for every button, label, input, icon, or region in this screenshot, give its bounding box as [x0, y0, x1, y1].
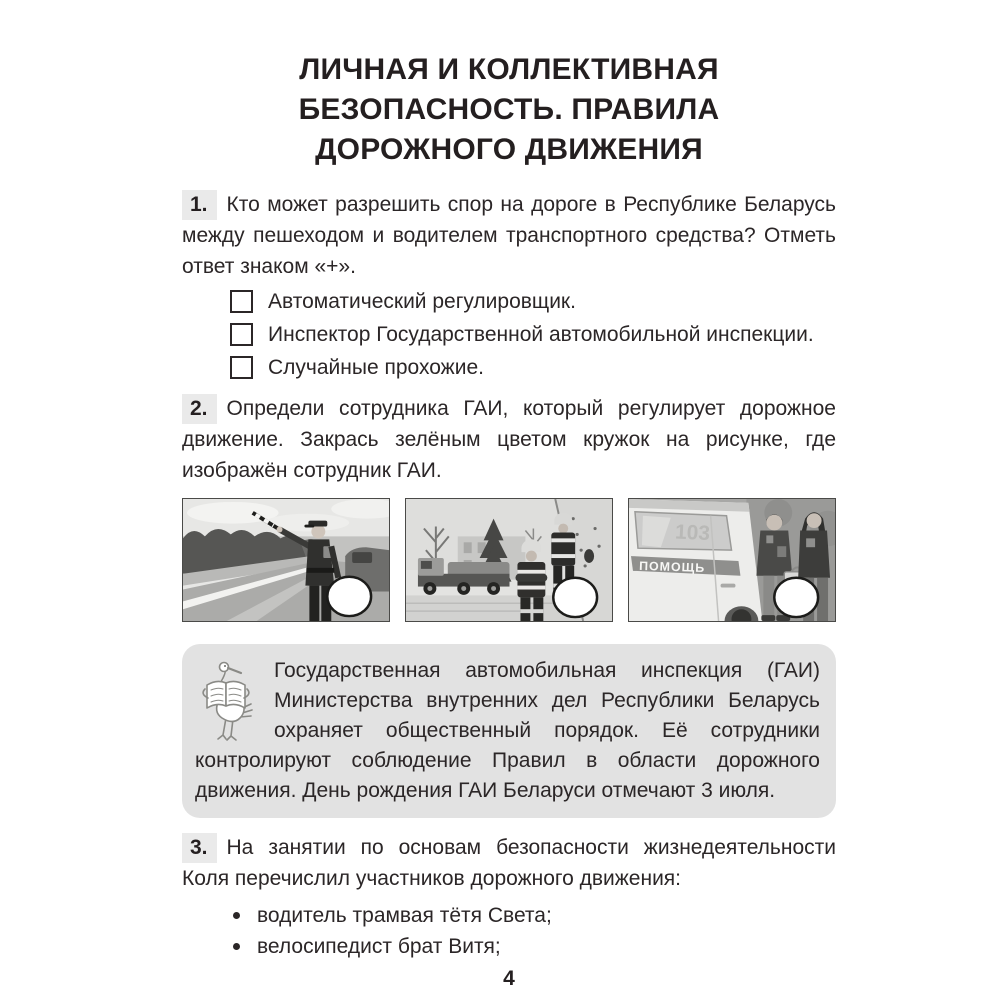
page-number: 4 [503, 967, 515, 990]
info-box [182, 644, 836, 818]
list-item [233, 931, 836, 962]
page-title-line-1: ЛИЧНАЯ И КОЛЛЕКТИВНАЯ [299, 53, 719, 86]
task-2 [182, 393, 836, 486]
task-3 [182, 832, 836, 894]
task-3-number: 3. [182, 833, 217, 863]
photo-gai-inspector [182, 498, 390, 622]
info-box-text: Государственная автомобильная инспекция (ГАИ) Министерства внутренних дел Республики Беларусь охраняет общественный порядок. Её сотрудники контролируют соблюдение Правил в области дорожного движения. День рождения ГАИ Беларуси отмечают 3 июля. [195, 659, 820, 802]
answer-circle-photo-1[interactable] [327, 577, 371, 616]
task-1-options [230, 288, 836, 381]
stork-mascot-icon [198, 660, 262, 746]
bullet-icon [233, 943, 240, 950]
list-item-text: водитель трамвая тётя Света; [257, 904, 552, 927]
answer-checkbox-1[interactable] [230, 290, 253, 313]
task-2-number: 2. [182, 394, 217, 424]
answer-option-row [230, 321, 836, 348]
list-item [233, 900, 836, 931]
answer-checkbox-3[interactable] [230, 356, 253, 379]
photo-ambulance-illustration [629, 499, 835, 621]
answer-option-label: Инспектор Государственной автомобильной инспекции. [268, 322, 814, 346]
page-content [182, 0, 836, 991]
page-title-line-2: БЕЗОПАСНОСТЬ. ПРАВИЛА [298, 93, 720, 126]
answer-circle-photo-2[interactable] [553, 578, 597, 617]
answer-option-row [230, 354, 836, 381]
task-2-photos [182, 498, 836, 622]
photo-firefighters-illustration [406, 499, 612, 621]
answer-checkbox-2[interactable] [230, 323, 253, 346]
task-3-text: На занятии по основам безопасности жизнедеятельности Коля перечислил участников дорожного движения: [182, 836, 836, 890]
task-2-text: Определи сотрудника ГАИ, который регулирует дорожное движение. Закрась зелёным цветом кружок на рисунке, где изображён сотрудник ГАИ. [182, 397, 836, 482]
ambulance-window-number: 103 [674, 520, 711, 546]
answer-option-row [230, 288, 836, 315]
answer-option-label: Случайные прохожие. [268, 355, 484, 379]
photo-ambulance-medics [628, 498, 836, 622]
photo-firefighters [405, 498, 613, 622]
bullet-icon [233, 912, 240, 919]
task-3-list [182, 900, 836, 962]
task-1 [182, 189, 836, 282]
page-title [182, 0, 836, 170]
photo-gai-inspector-illustration [183, 499, 389, 621]
task-1-number: 1. [182, 190, 217, 220]
ambulance-side-sign: ПОМОЩЬ [638, 558, 706, 576]
page-title-line-3: ДОРОЖНОГО ДВИЖЕНИЯ [315, 133, 703, 166]
answer-option-label: Автоматический регулировщик. [268, 289, 576, 313]
answer-circle-photo-3[interactable] [774, 578, 818, 617]
task-1-text: Кто может разрешить спор на дороге в Республике Беларусь между пешеходом и водителем транспортного средства? Отметь ответ знаком «+». [182, 193, 836, 278]
list-item-text: велосипедист брат Витя; [257, 935, 501, 958]
